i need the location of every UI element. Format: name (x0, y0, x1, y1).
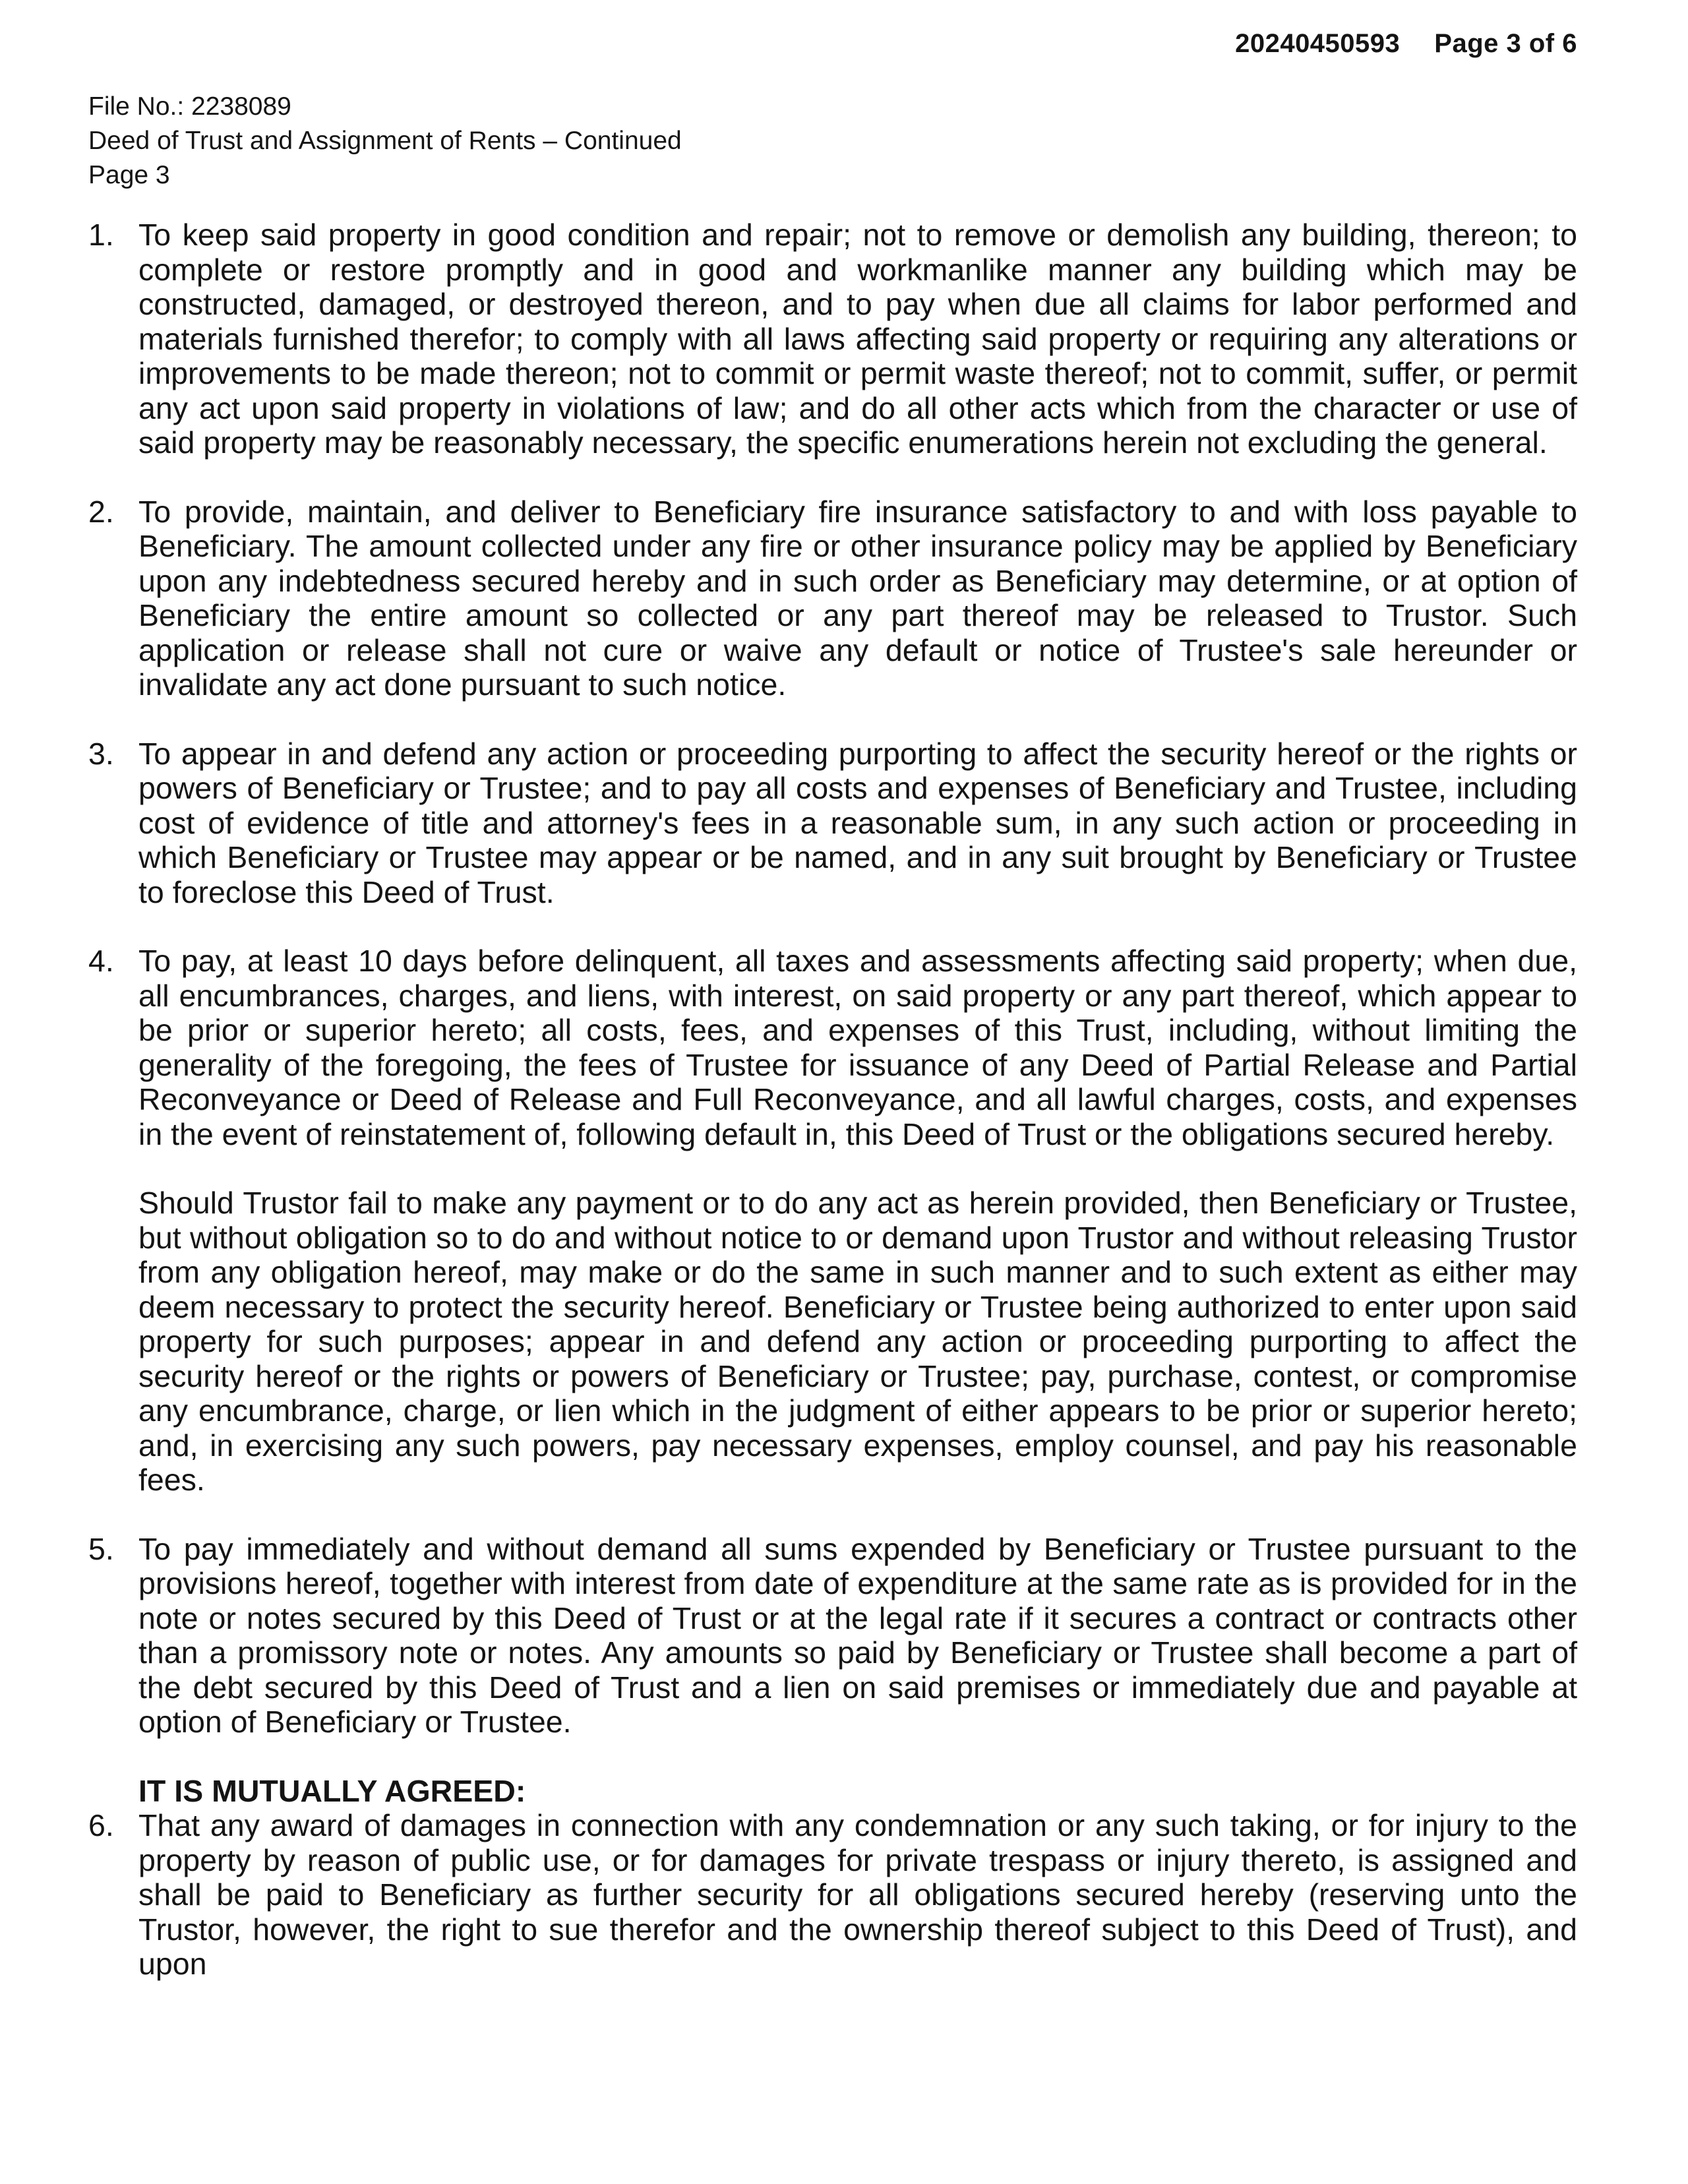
clause-item (88, 1808, 1577, 1982)
recording-number: 20240450593 (1235, 29, 1401, 58)
file-header (88, 90, 682, 193)
clause-continuation-paragraph: Should Trustor fail to make any payment or to do any act as herein provided, then Beneficiary or Trustee, but without obligation so to do and without notice to or demand upon Trustor and without releasing Trustor from any obligation hereof, may make or do the same in such manner and to such extent as either may deem necessary to protect the security hereof. Beneficiary or Trustee being authorized to enter upon said property for such purposes; appear in and defend any action or proceeding purporting to affect the security hereof or the rights or powers of Beneficiary or Trustee; pay, purchase, contest, or compromise any encumbrance, charge, or lien which in the judgment of either appears to be prior or superior hereto; and, in exercising any such powers, pay necessary expenses, employ counsel, and pay his reasonable fees. (138, 1186, 1577, 1497)
clause-item (88, 218, 1577, 460)
document-title: Deed of Trust and Assignment of Rents – Continued (88, 127, 682, 155)
clause-item (88, 1532, 1577, 1740)
clause-number: 4. (88, 944, 114, 978)
clause-number: 3. (88, 736, 114, 771)
recording-header (1235, 29, 1577, 59)
clause-number: 6. (88, 1808, 114, 1842)
clause-item (88, 737, 1577, 910)
section-heading: IT IS MUTUALLY AGREED: (138, 1773, 526, 1808)
clause-text: To pay immediately and without demand all sums expended by Beneficiary or Trustee pursuant to the provisions hereof, together with interest from date of expenditure at the same rate as is provided for in the note or notes secured by this Deed of Trust or at the legal rate if it secures a contract or contracts other than a promissory note or notes. Any amounts so paid by Beneficiary or Trustee shall become a part of the debt secured by this Deed of Trust and a lien on said premises or immediately due and payable at option of Beneficiary or Trustee. (138, 1531, 1577, 1739)
page-count: Page 3 of 6 (1434, 29, 1577, 58)
clause-text: To provide, maintain, and deliver to Beneficiary fire insurance satisfactory to and with loss payable to Beneficiary. The amount collected under any fire or other insurance policy may be applied by Beneficiary upon any indebtedness secured hereby and in such order as Beneficiary may determine, or at option of Beneficiary the entire amount so collected or any part thereof may be released to Trustor. Such application or release shall not cure or waive any default or notice of Trustee's sale hereunder or invalidate any act done pursuant to such notice. (138, 494, 1577, 702)
clause-number: 5. (88, 1531, 114, 1566)
document-body (88, 218, 1577, 2016)
page-label: Page 3 (88, 161, 170, 189)
clause-number: 1. (88, 218, 114, 252)
file-number: File No.: 2238089 (88, 92, 291, 121)
clause-item (88, 944, 1577, 1151)
clause-number: 2. (88, 494, 114, 529)
clause-text: To appear in and defend any action or proceeding purporting to affect the security hereof or the rights or powers of Beneficiary or Trustee; and to pay all costs and expenses of Beneficiary and Trustee, including cost of evidence of title and attorney's fees in a reasonable sum, in any such action or proceeding in which Beneficiary or Trustee may appear or be named, and in any suit brought by Beneficiary or Trustee to foreclose this Deed of Trust. (138, 736, 1577, 909)
clause-text: To keep said property in good condition and repair; not to remove or demolish any building, thereon; to complete or restore promptly and in good and workmanlike manner any building which may be constructed, damaged, or destroyed thereon, and to pay when due all claims for labor performed and materials furnished therefor; to comply with all laws affecting said property or requiring any alterations or improvements to be made thereon; not to commit or permit waste thereof; not to commit, suffer, or permit any act upon said property in violations of law; and do all other acts which from the character or use of said property may be reasonably necessary, the specific enumerations herein not excluding the general. (138, 218, 1577, 460)
clause-text: That any award of damages in connection with any condemnation or any such taking, or for injury to the property by reason of public use, or for damages for private trespass or injury thereto, is assigned and shall be paid to Beneficiary as further security for all obligations secured hereby (reserving unto the Trustor, however, the right to sue therefor and the ownership thereof subject to this Deed of Trust), and upon (138, 1808, 1577, 1981)
clause-text: To pay, at least 10 days before delinquent, all taxes and assessments affecting said property; when due, all encumbrances, charges, and liens, with interest, on said property or any part thereof, which appear to be prior or superior hereto; all costs, fees, and expenses of this Trust, including, without limiting the generality of the foregoing, the fees of Trustee for issuance of any Deed of Partial Release and Partial Reconveyance or Deed of Release and Full Reconveyance, and all lawful charges, costs, and expenses in the event of reinstatement of, following default in, this Deed of Trust or the obligations secured hereby. (138, 944, 1577, 1151)
clause-item (88, 495, 1577, 702)
